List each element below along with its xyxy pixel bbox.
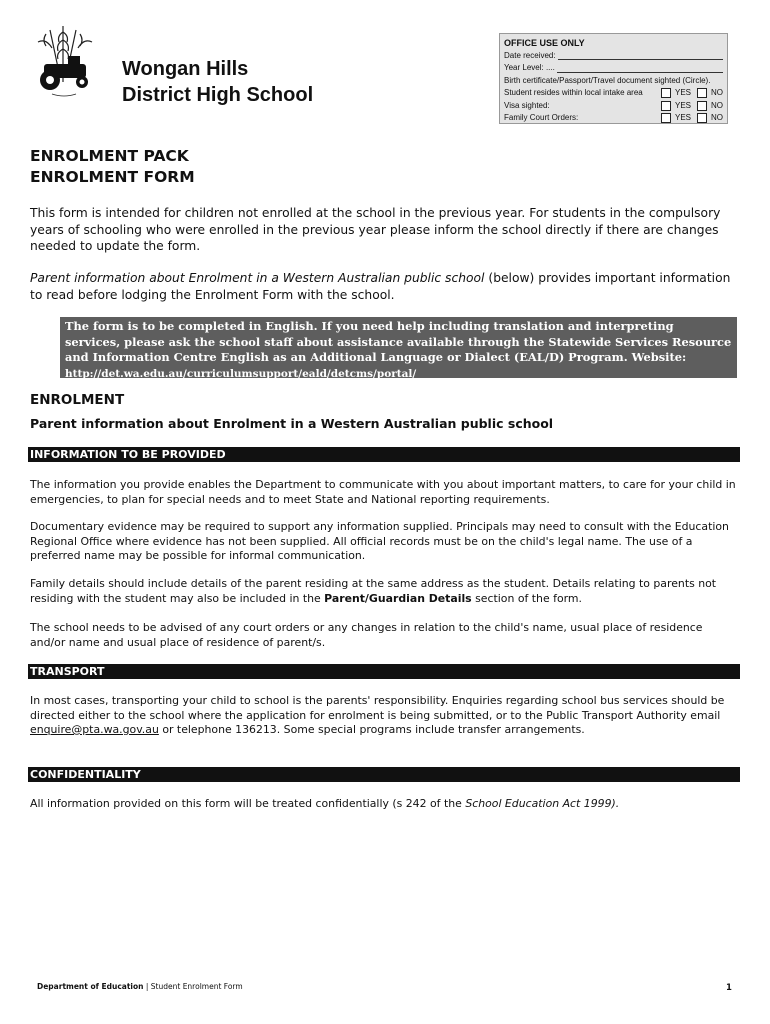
school-name-line2: District High School [122, 84, 314, 106]
office-court-orders [504, 112, 723, 125]
intake-yes-label: YES [674, 88, 691, 97]
footer-doc-name: Student Enrolment Form [150, 982, 243, 991]
transport-a: In most cases, transporting your child to school is the parents' responsibility. Enquiries regarding school bus services should be directed either to the school where the application for enrolment is being submitted, or to the Public Transport Authority email [30, 694, 725, 722]
court-no-checkbox[interactable] [697, 113, 707, 123]
eald-link[interactable]: http://det.wa.edu.au/curriculumsupport/eald/detcms/portal/ [65, 367, 417, 380]
tractor-wheat-crest-icon [30, 22, 100, 102]
enrolment-subheading: Parent information about Enrolment in a Western Australian public school [30, 416, 554, 431]
info-paragraph-4: The school needs to be advised of any court orders or any changes in relation to the child's name, usual place of residence and/or name and usual place of residence of parent/s. [30, 621, 703, 649]
intake-area-label: Student resides within local intake area [504, 88, 643, 97]
court-yes-checkbox[interactable] [661, 113, 671, 123]
intro-paragraph-2 [30, 270, 742, 303]
section-bar-transport: TRANSPORT [28, 664, 740, 679]
enrolment-heading: ENROLMENT [30, 392, 125, 408]
transport-paragraph [30, 694, 740, 738]
visa-no-label: NO [711, 100, 723, 110]
intro-rest: (below) provides important information to read before lodging the Enrolment Form with the school. [30, 271, 731, 302]
page-title-line1: ENROLMENT PACK [30, 147, 189, 165]
info-paragraph-3 [30, 577, 740, 606]
year-level-label: Year Level: .... [504, 63, 555, 72]
court-orders-label: Family Court Orders: [504, 113, 579, 122]
visa-no-checkbox[interactable] [697, 101, 707, 111]
visa-yes-checkbox[interactable] [661, 101, 671, 111]
footer-department: Department of Education [37, 982, 144, 991]
info-p3-b: section of the form. [471, 591, 582, 605]
birth-cert-label: Birth certificate/Passport/Travel document sighted (Circle). [504, 75, 711, 85]
intro-italic-title: Parent information about Enrolment in a Western Australian public school [30, 271, 485, 285]
section-bar-confidentiality: CONFIDENTIALITY [28, 767, 740, 782]
info-p3-bold: Parent/Guardian Details [324, 591, 472, 605]
page-footer [37, 982, 243, 991]
transport-b: or telephone 136213. Some special programs include transfer arrangements. [158, 723, 585, 736]
office-birth-cert [504, 75, 723, 88]
intake-yes-checkbox[interactable] [661, 88, 671, 98]
info-paragraph-2: Documentary evidence may be required to support any information supplied. Principals may need to consult with the Education Regional Office where evidence has not been supplied. All official records must be on the child's legal name. The use of a preferred name may be possible for informal communication. [30, 520, 729, 562]
year-level-field[interactable] [557, 64, 723, 73]
info-p3-a: Family details should include details of the parent residing at the same address as the student. Details relating to parents not residing with the student may also be included in the [30, 577, 717, 605]
date-received-label: Date received: [504, 50, 556, 60]
intake-no-checkbox[interactable] [697, 88, 707, 98]
school-crest-logo [30, 22, 100, 102]
court-yes-label: YES [674, 113, 691, 122]
office-year-level [504, 62, 723, 75]
page-title-line2: ENROLMENT FORM [30, 168, 195, 186]
notice-text: The form is to be completed in English. If you need help including translation and interpreting services, please ask the school staff about assistance available through the Statewide Services Resource and Information Centre English as an Additional Language or Dialect (EAL/D) Program. Website: [65, 319, 732, 364]
confidentiality-paragraph [30, 797, 740, 812]
visa-label: Visa sighted: [504, 100, 550, 110]
office-visa [504, 100, 723, 113]
conf-act-title: School Education Act 1999). [465, 797, 620, 810]
intake-no-label: NO [711, 88, 723, 97]
office-intake-area [504, 87, 723, 100]
transport-email-link[interactable]: enquire@pta.wa.gov.au [30, 723, 159, 736]
office-date-received [504, 50, 723, 63]
court-no-label: NO [711, 113, 723, 122]
translation-notice [60, 317, 737, 378]
office-use-box [499, 33, 728, 124]
conf-a: All information provided on this form will be treated confidentially (s 242 of the [30, 797, 466, 810]
date-received-field[interactable] [558, 51, 723, 60]
visa-yes-label: YES [674, 100, 691, 110]
intro-paragraph: This form is intended for children not enrolled at the school in the previous year. For students in the compulsory years of schooling who were enrolled in the previous year please inform the school directly if there are changes needed to update the form. [30, 206, 721, 253]
school-name [122, 56, 313, 108]
page-number: 1 [726, 983, 732, 993]
footer-separator: | [143, 982, 151, 991]
section-bar-information: INFORMATION TO BE PROVIDED [28, 447, 740, 462]
office-use-title: OFFICE USE ONLY [504, 38, 585, 48]
school-name-line1: Wongan Hills [122, 58, 249, 80]
page-title [30, 146, 195, 188]
info-paragraph-1: The information you provide enables the Department to communicate with you about important matters, to care for your child in emergencies, to plan for special needs and to meet State and National reporting requirements. [30, 478, 736, 506]
